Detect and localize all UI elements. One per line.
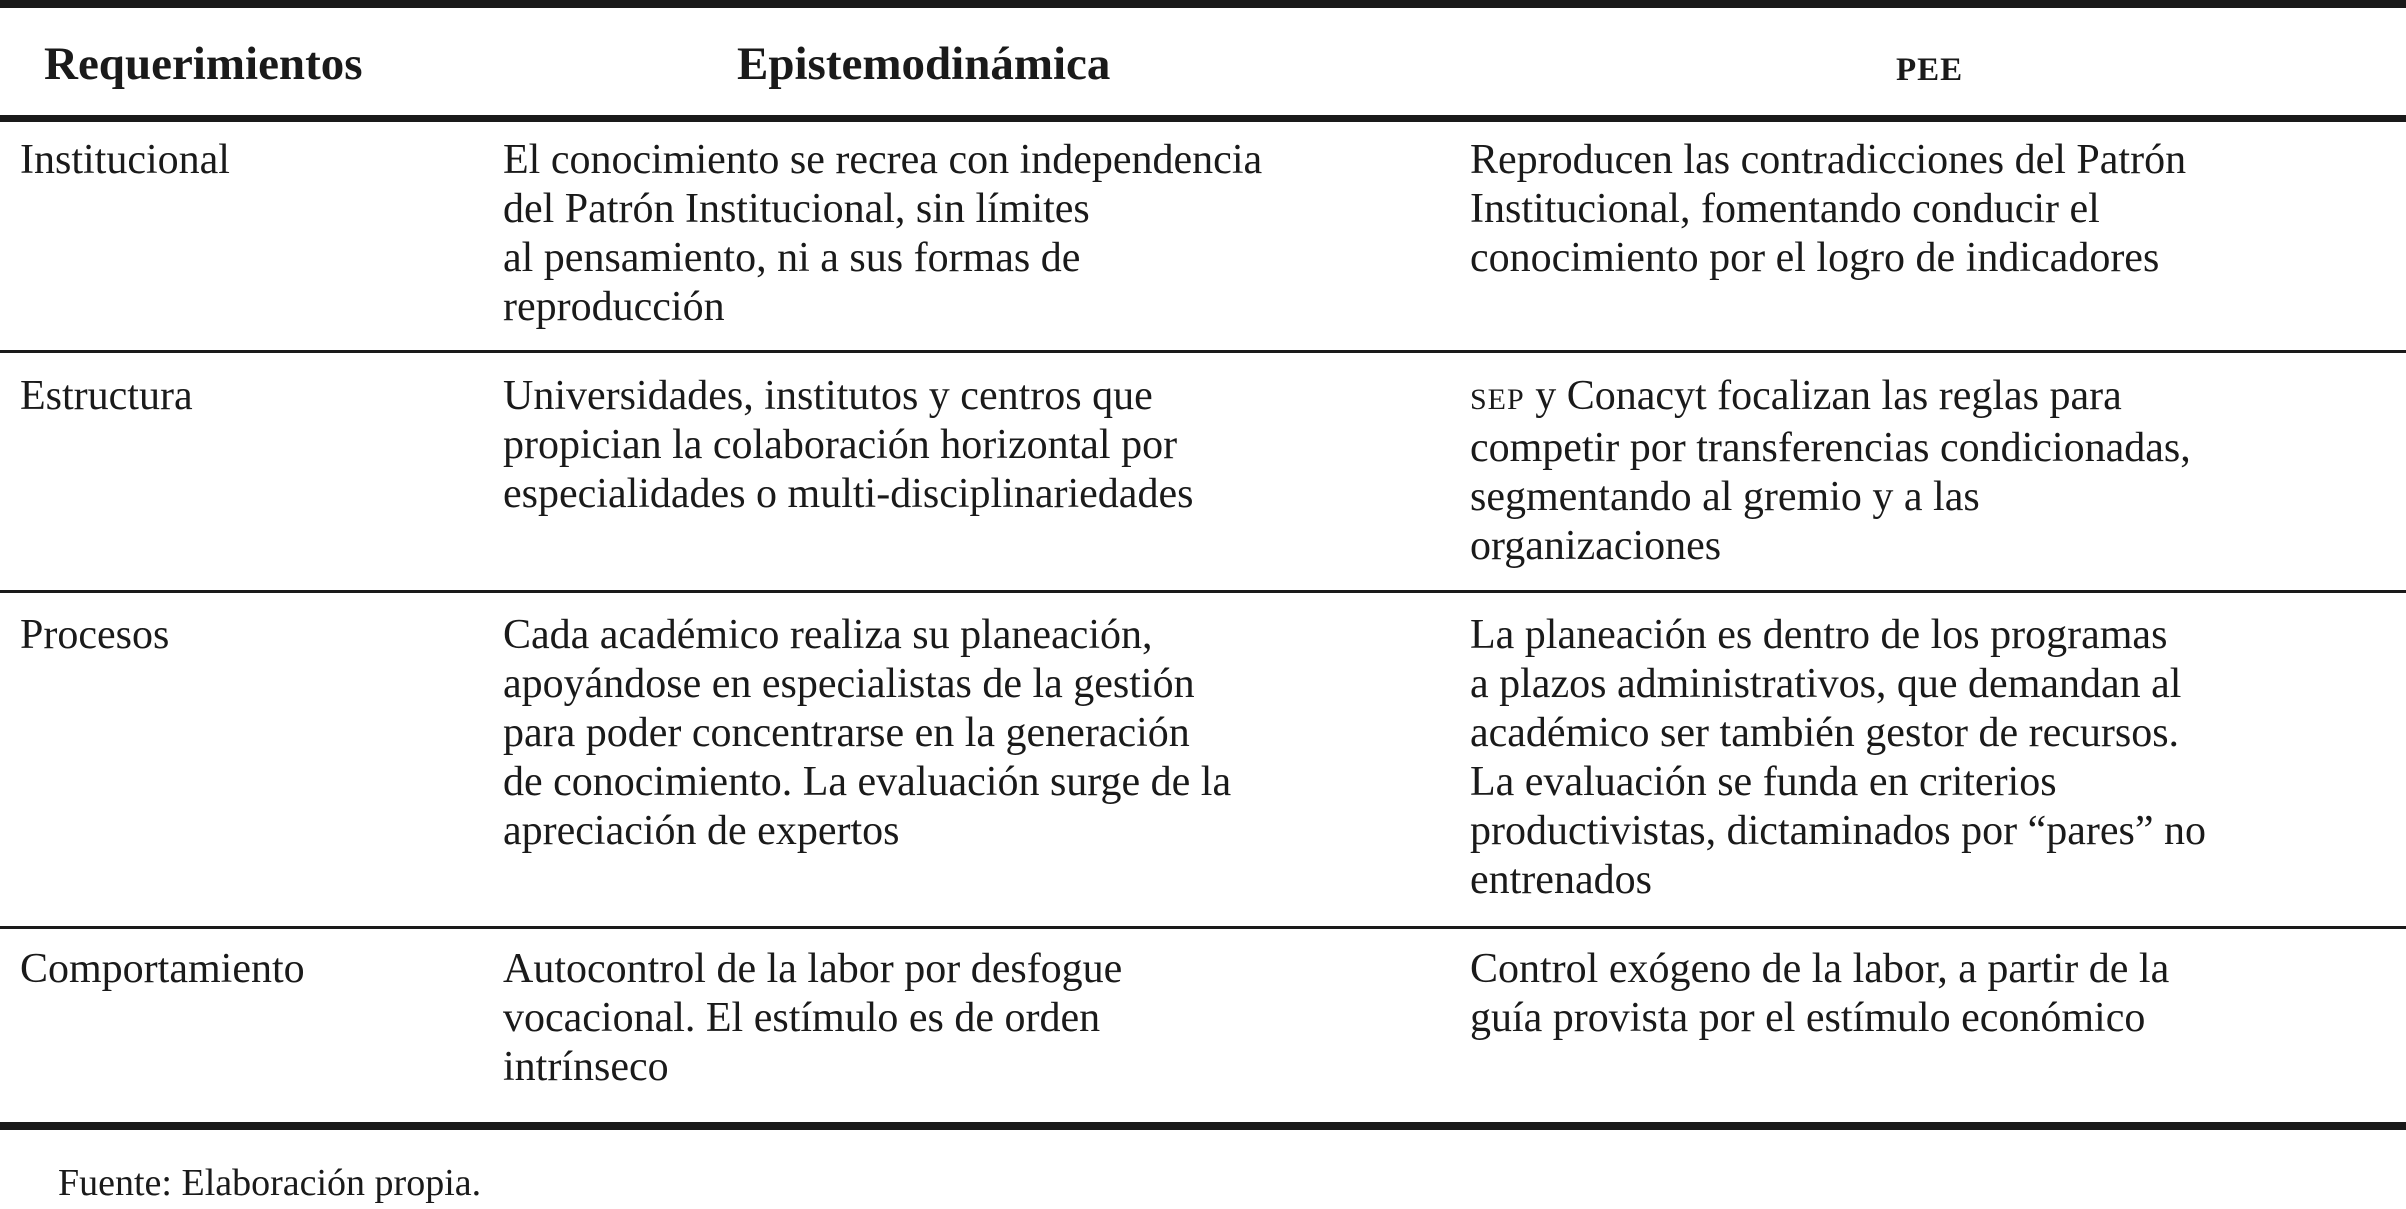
- row-label-procesos: Procesos: [20, 612, 170, 658]
- cell-comportamiento-epistemodinamica: Autocontrol de la labor por desfogue vocacional. El estímulo es de orden intrínseco: [503, 946, 1123, 1090]
- cell-procesos-pee: La planeación es dentro de los programas a plazos administrativos, que demandan al académico ser también gestor de recursos. La evaluación se funda en criterios productivistas, dictaminados por “pares” no entrenados: [1470, 612, 2206, 903]
- cell-estructura-pee-text: y Conacyt focalizan las reglas para competir por transferencias condicionadas, segmentando al gremio y a las organizaciones: [1470, 373, 2191, 569]
- cell-estructura-epistemodinamica: Universidades, institutos y centros que propician la colaboración horizontal por especialidades o multi-disciplinariedades: [503, 373, 1194, 517]
- cell-estructura-pee: [1470, 372, 2395, 571]
- table-top-rule: [0, 0, 2406, 8]
- table-bottom-rule: [0, 1122, 2406, 1130]
- source-note: Fuente: Elaboración propia.: [58, 1162, 482, 1204]
- cell-institucional-pee: Reproducen las contradicciones del Patrón Institucional, fomentando conducir el conocimiento por el logro de indicadores: [1470, 137, 2187, 281]
- header-requerimientos: Requerimientos: [44, 38, 363, 90]
- cell-procesos-epistemodinamica: Cada académico realiza su planeación, apoyándose en especialistas de la gestión para poder concentrarse en la generación de conocimiento. La evaluación surge de la apreciación de expertos: [503, 612, 1232, 854]
- header-epistemodinamica: Epistemodinámica: [737, 38, 1111, 90]
- row-divider: [0, 590, 2406, 593]
- table-header-rule: [0, 115, 2406, 122]
- row-label-institucional: Institucional: [20, 137, 230, 183]
- sep-acronym: SEP: [1470, 383, 1525, 416]
- row-label-estructura: Estructura: [20, 373, 193, 419]
- cell-institucional-epistemodinamica: El conocimiento se recrea con independencia del Patrón Institucional, sin límites al pensamiento, ni a sus formas de reproducción: [503, 137, 1263, 330]
- header-pee: PEE: [1896, 52, 1964, 88]
- row-label-comportamiento: Comportamiento: [20, 946, 305, 992]
- row-divider: [0, 926, 2406, 929]
- cell-comportamiento-pee: Control exógeno de la labor, a partir de la guía provista por el estímulo económico: [1470, 946, 2170, 1041]
- row-divider: [0, 350, 2406, 353]
